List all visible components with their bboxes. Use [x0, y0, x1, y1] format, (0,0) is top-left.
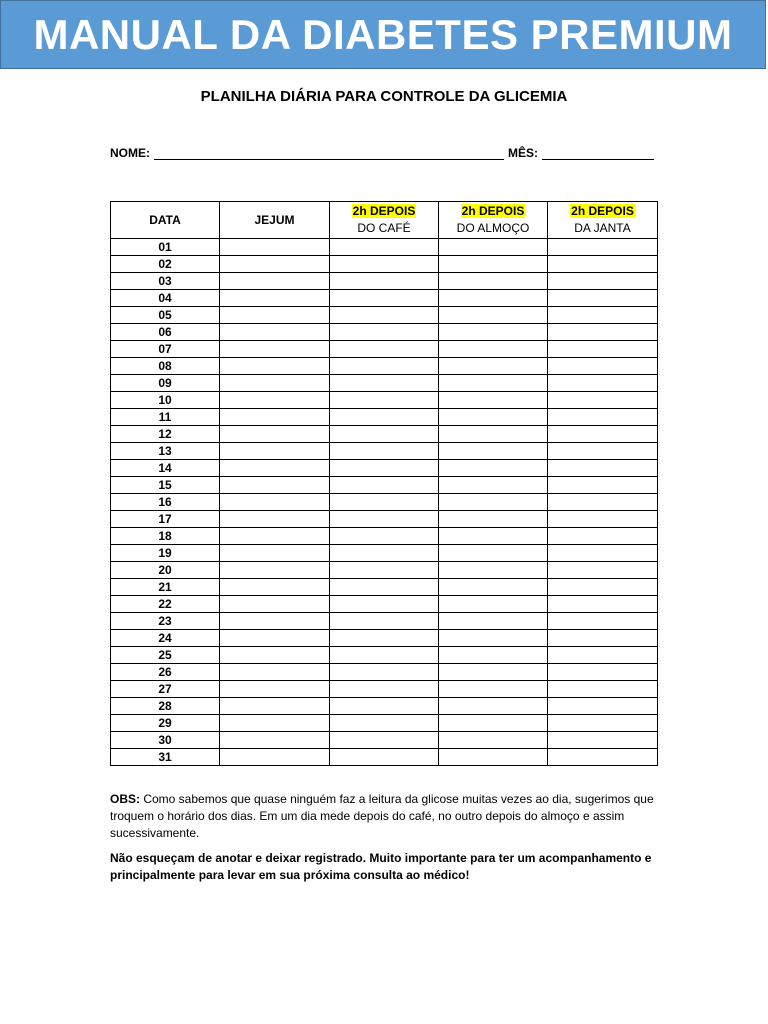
day-cell: 02 — [111, 256, 220, 273]
entry-cell-jejum[interactable] — [220, 392, 330, 409]
entry-cell-almoco[interactable] — [439, 579, 548, 596]
month-field[interactable] — [542, 146, 654, 160]
table-row — [111, 681, 658, 698]
entry-cell-cafe[interactable] — [330, 749, 439, 766]
entry-cell-jejum[interactable] — [220, 290, 330, 307]
entry-cell-jejum[interactable] — [220, 256, 330, 273]
entry-cell-janta[interactable] — [548, 579, 658, 596]
name-field[interactable] — [154, 146, 504, 160]
entry-cell-janta[interactable] — [548, 426, 658, 443]
table-row — [111, 239, 658, 256]
entry-cell-janta[interactable] — [548, 528, 658, 545]
day-cell: 25 — [111, 647, 220, 664]
day-cell: 19 — [111, 545, 220, 562]
entry-cell-cafe[interactable] — [330, 324, 439, 341]
entry-cell-jejum[interactable] — [220, 647, 330, 664]
day-cell: 31 — [111, 749, 220, 766]
header-janta: 2h DEPOIS DA JANTA — [548, 202, 658, 239]
entry-cell-cafe[interactable] — [330, 494, 439, 511]
entry-cell-jejum[interactable] — [220, 596, 330, 613]
entry-cell-cafe[interactable] — [330, 273, 439, 290]
entry-cell-jejum[interactable] — [220, 681, 330, 698]
entry-cell-almoco[interactable] — [439, 681, 548, 698]
entry-cell-janta[interactable] — [548, 460, 658, 477]
entry-cell-janta[interactable] — [548, 630, 658, 647]
table-row — [111, 732, 658, 749]
entry-cell-jejum[interactable] — [220, 409, 330, 426]
entry-cell-almoco[interactable] — [439, 698, 548, 715]
entry-cell-cafe[interactable] — [330, 630, 439, 647]
entry-cell-almoco[interactable] — [439, 290, 548, 307]
day-cell: 01 — [111, 239, 220, 256]
entry-cell-almoco[interactable] — [439, 732, 548, 749]
entry-cell-janta[interactable] — [548, 545, 658, 562]
table-row — [111, 307, 658, 324]
entry-cell-almoco[interactable] — [439, 562, 548, 579]
table-row — [111, 443, 658, 460]
month-label: MÊS: — [508, 146, 538, 160]
entry-cell-janta[interactable] — [548, 409, 658, 426]
obs-label: OBS: — [110, 792, 140, 806]
day-cell: 05 — [111, 307, 220, 324]
entry-cell-jejum[interactable] — [220, 494, 330, 511]
header-data: DATA — [111, 202, 220, 239]
entry-cell-cafe[interactable] — [330, 545, 439, 562]
table-row — [111, 426, 658, 443]
day-cell: 23 — [111, 613, 220, 630]
name-month-line — [110, 146, 658, 160]
entry-cell-almoco[interactable] — [439, 460, 548, 477]
table-row — [111, 613, 658, 630]
entry-cell-janta[interactable] — [548, 562, 658, 579]
entry-cell-cafe[interactable] — [330, 715, 439, 732]
entry-cell-jejum[interactable] — [220, 511, 330, 528]
entry-cell-cafe[interactable] — [330, 477, 439, 494]
entry-cell-jejum[interactable] — [220, 715, 330, 732]
entry-cell-almoco[interactable] — [439, 511, 548, 528]
entry-cell-almoco[interactable] — [439, 494, 548, 511]
day-cell: 08 — [111, 358, 220, 375]
highlight-label: 2h DEPOIS — [571, 204, 634, 218]
entry-cell-jejum[interactable] — [220, 698, 330, 715]
entry-cell-almoco[interactable] — [439, 749, 548, 766]
entry-cell-almoco[interactable] — [439, 324, 548, 341]
day-cell: 21 — [111, 579, 220, 596]
entry-cell-cafe[interactable] — [330, 307, 439, 324]
entry-cell-janta[interactable] — [548, 749, 658, 766]
entry-cell-almoco[interactable] — [439, 647, 548, 664]
entry-cell-almoco[interactable] — [439, 273, 548, 290]
table-body — [111, 239, 658, 766]
table-row — [111, 324, 658, 341]
table-row — [111, 630, 658, 647]
entry-cell-cafe[interactable] — [330, 681, 439, 698]
day-cell: 11 — [111, 409, 220, 426]
table-row — [111, 494, 658, 511]
entry-cell-almoco[interactable] — [439, 664, 548, 681]
entry-cell-janta[interactable] — [548, 307, 658, 324]
highlight-label: 2h DEPOIS — [461, 204, 525, 218]
table-row — [111, 341, 658, 358]
day-cell: 06 — [111, 324, 220, 341]
entry-cell-jejum[interactable] — [220, 664, 330, 681]
entry-cell-jejum[interactable] — [220, 477, 330, 494]
obs-text: Como sabemos que quase ninguém faz a leitura da glicose muitas vezes ao dia, sugerimos que troquem o horário dos dias. Em um dia mede depois do café, no outro depois do almoço e assim sucessivamente. — [110, 792, 654, 840]
day-cell: 27 — [111, 681, 220, 698]
entry-cell-cafe[interactable] — [330, 613, 439, 630]
entry-cell-janta[interactable] — [548, 613, 658, 630]
entry-cell-cafe[interactable] — [330, 596, 439, 613]
entry-cell-cafe[interactable] — [330, 511, 439, 528]
table-row — [111, 596, 658, 613]
table-row — [111, 647, 658, 664]
entry-cell-almoco[interactable] — [439, 477, 548, 494]
entry-cell-cafe[interactable] — [330, 443, 439, 460]
entry-cell-almoco[interactable] — [439, 545, 548, 562]
entry-cell-jejum[interactable] — [220, 749, 330, 766]
entry-cell-almoco[interactable] — [439, 256, 548, 273]
entry-cell-jejum[interactable] — [220, 375, 330, 392]
day-cell: 20 — [111, 562, 220, 579]
entry-cell-jejum[interactable] — [220, 630, 330, 647]
day-cell: 29 — [111, 715, 220, 732]
table-row — [111, 358, 658, 375]
entry-cell-almoco[interactable] — [439, 341, 548, 358]
entry-cell-cafe[interactable] — [330, 664, 439, 681]
entry-cell-almoco[interactable] — [439, 307, 548, 324]
entry-cell-cafe[interactable] — [330, 358, 439, 375]
day-cell: 26 — [111, 664, 220, 681]
table-row — [111, 664, 658, 681]
table-row — [111, 715, 658, 732]
day-cell: 30 — [111, 732, 220, 749]
entry-cell-cafe[interactable] — [330, 579, 439, 596]
day-cell: 18 — [111, 528, 220, 545]
entry-cell-jejum[interactable] — [220, 579, 330, 596]
header-almoco: 2h DEPOIS DO ALMOÇO — [439, 202, 548, 239]
table-row — [111, 579, 658, 596]
day-cell: 28 — [111, 698, 220, 715]
entry-cell-jejum[interactable] — [220, 307, 330, 324]
entry-cell-janta[interactable] — [548, 477, 658, 494]
header-jejum: JEJUM — [220, 202, 330, 239]
entry-cell-janta[interactable] — [548, 392, 658, 409]
day-cell: 12 — [111, 426, 220, 443]
table-row — [111, 290, 658, 307]
entry-cell-jejum[interactable] — [220, 273, 330, 290]
day-cell: 22 — [111, 596, 220, 613]
glycemia-table — [110, 201, 658, 766]
table-row — [111, 511, 658, 528]
entry-cell-almoco[interactable] — [439, 392, 548, 409]
entry-cell-cafe[interactable] — [330, 698, 439, 715]
entry-cell-jejum[interactable] — [220, 732, 330, 749]
table-header-row — [111, 202, 658, 239]
entry-cell-janta[interactable] — [548, 715, 658, 732]
entry-cell-cafe[interactable] — [330, 562, 439, 579]
entry-cell-cafe[interactable] — [330, 392, 439, 409]
highlight-label: 2h DEPOIS — [352, 204, 416, 218]
entry-cell-jejum[interactable] — [220, 426, 330, 443]
entry-cell-almoco[interactable] — [439, 443, 548, 460]
day-cell: 16 — [111, 494, 220, 511]
day-cell: 03 — [111, 273, 220, 290]
table-row — [111, 392, 658, 409]
table-row — [111, 528, 658, 545]
entry-cell-cafe[interactable] — [330, 460, 439, 477]
entry-cell-jejum[interactable] — [220, 545, 330, 562]
entry-cell-janta[interactable] — [548, 375, 658, 392]
day-cell: 24 — [111, 630, 220, 647]
day-cell: 07 — [111, 341, 220, 358]
entry-cell-janta[interactable] — [548, 256, 658, 273]
entry-cell-jejum[interactable] — [220, 324, 330, 341]
table-row — [111, 545, 658, 562]
entry-cell-janta[interactable] — [548, 732, 658, 749]
day-cell: 15 — [111, 477, 220, 494]
entry-cell-janta[interactable] — [548, 443, 658, 460]
entry-cell-almoco[interactable] — [439, 613, 548, 630]
entry-cell-janta[interactable] — [548, 324, 658, 341]
reminder-paragraph: Não esqueçam de anotar e deixar registrado. Muito importante para ter um acompanhamento e principalmente para levar em sua próxima consulta ao médico! — [110, 851, 652, 882]
entry-cell-janta[interactable] — [548, 239, 658, 256]
entry-cell-janta[interactable] — [548, 273, 658, 290]
entry-cell-cafe[interactable] — [330, 290, 439, 307]
entry-cell-almoco[interactable] — [439, 409, 548, 426]
table-row — [111, 256, 658, 273]
day-cell: 04 — [111, 290, 220, 307]
entry-cell-almoco[interactable] — [439, 239, 548, 256]
entry-cell-janta[interactable] — [548, 647, 658, 664]
entry-cell-jejum[interactable] — [220, 358, 330, 375]
entry-cell-almoco[interactable] — [439, 715, 548, 732]
day-cell: 09 — [111, 375, 220, 392]
entry-cell-jejum[interactable] — [220, 460, 330, 477]
day-cell: 13 — [111, 443, 220, 460]
header-cafe: 2h DEPOIS DO CAFÉ — [330, 202, 439, 239]
entry-cell-janta[interactable] — [548, 681, 658, 698]
entry-cell-janta[interactable] — [548, 290, 658, 307]
entry-cell-cafe[interactable] — [330, 528, 439, 545]
entry-cell-cafe[interactable] — [330, 239, 439, 256]
entry-cell-cafe[interactable] — [330, 647, 439, 664]
banner-title: MANUAL DA DIABETES PREMIUM — [33, 10, 733, 58]
table-row — [111, 562, 658, 579]
notes — [110, 791, 658, 892]
entry-cell-almoco[interactable] — [439, 596, 548, 613]
entry-cell-almoco[interactable] — [439, 358, 548, 375]
entry-cell-janta[interactable] — [548, 341, 658, 358]
entry-cell-cafe[interactable] — [330, 426, 439, 443]
entry-cell-janta[interactable] — [548, 664, 658, 681]
obs-paragraph — [110, 791, 658, 842]
entry-cell-jejum[interactable] — [220, 341, 330, 358]
entry-cell-jejum[interactable] — [220, 443, 330, 460]
entry-cell-almoco[interactable] — [439, 630, 548, 647]
entry-cell-jejum[interactable] — [220, 239, 330, 256]
entry-cell-janta[interactable] — [548, 511, 658, 528]
entry-cell-almoco[interactable] — [439, 528, 548, 545]
day-cell: 14 — [111, 460, 220, 477]
entry-cell-cafe[interactable] — [330, 256, 439, 273]
day-cell: 17 — [111, 511, 220, 528]
table-row — [111, 698, 658, 715]
entry-cell-janta[interactable] — [548, 698, 658, 715]
table-row — [111, 477, 658, 494]
entry-cell-jejum[interactable] — [220, 562, 330, 579]
table-row — [111, 409, 658, 426]
sheet-title: PLANILHA DIÁRIA PARA CONTROLE DA GLICEMIA — [200, 88, 568, 105]
entry-cell-jejum[interactable] — [220, 528, 330, 545]
entry-cell-cafe[interactable] — [330, 409, 439, 426]
entry-cell-janta[interactable] — [548, 358, 658, 375]
entry-cell-almoco[interactable] — [439, 375, 548, 392]
day-cell: 10 — [111, 392, 220, 409]
entry-cell-cafe[interactable] — [330, 732, 439, 749]
entry-cell-cafe[interactable] — [330, 341, 439, 358]
entry-cell-janta[interactable] — [548, 494, 658, 511]
table-row — [111, 749, 658, 766]
entry-cell-janta[interactable] — [548, 596, 658, 613]
entry-cell-almoco[interactable] — [439, 426, 548, 443]
header-banner — [0, 0, 766, 69]
table-row — [111, 375, 658, 392]
entry-cell-cafe[interactable] — [330, 375, 439, 392]
entry-cell-jejum[interactable] — [220, 613, 330, 630]
table-row — [111, 273, 658, 290]
table-row — [111, 460, 658, 477]
name-label: NOME: — [110, 146, 150, 160]
